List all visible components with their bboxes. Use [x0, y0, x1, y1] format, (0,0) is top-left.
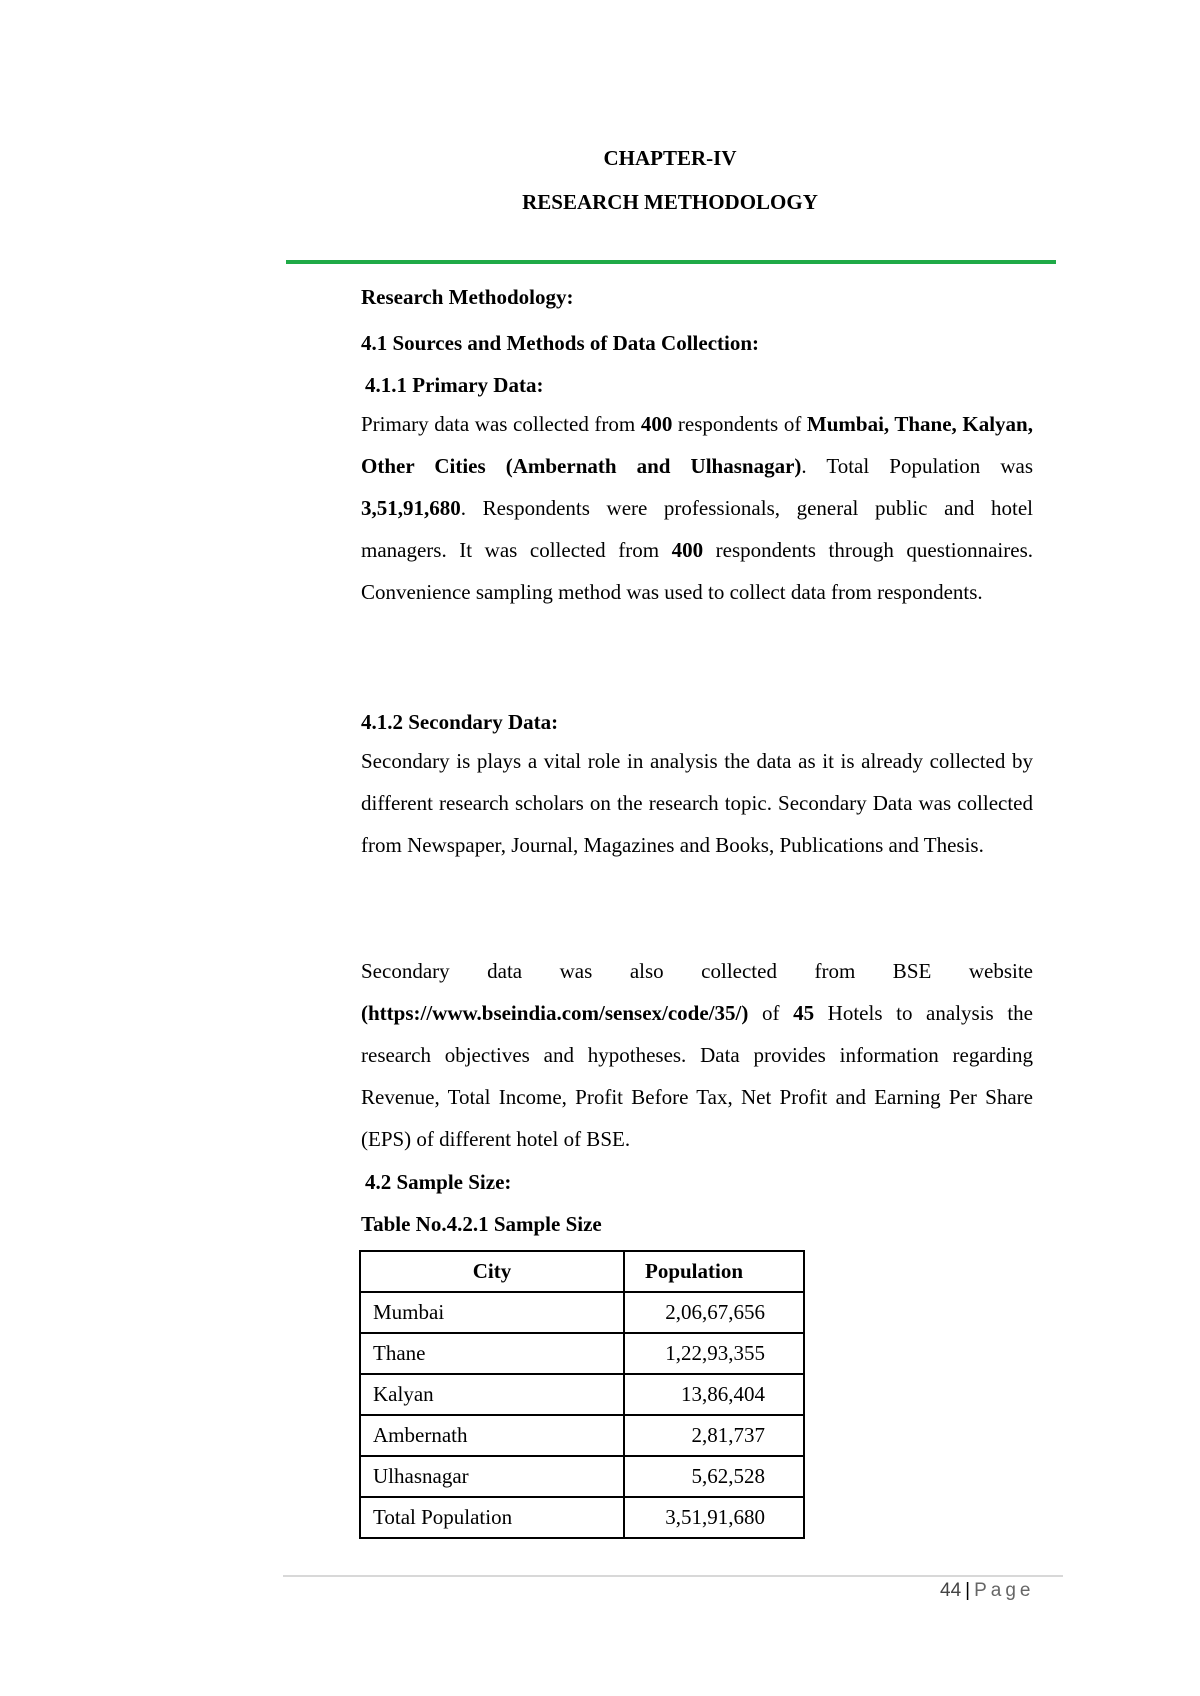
table-cell-city: Kalyan [360, 1374, 624, 1415]
table-cell-city: Total Population [360, 1497, 624, 1538]
table-row [360, 1456, 804, 1497]
sample-size-table [359, 1250, 805, 1539]
table-cell-population: 2,06,67,656 [624, 1292, 804, 1333]
table-row [360, 1374, 804, 1415]
header-divider [286, 260, 1056, 264]
table-cell-city: Ulhasnagar [360, 1456, 624, 1497]
page-footer [940, 1580, 1034, 1602]
table-cell-population: 2,81,737 [624, 1415, 804, 1456]
table-row [360, 1415, 804, 1456]
table-cell-population: 13,86,404 [624, 1374, 804, 1415]
chapter-title: RESEARCH METHODOLOGY [522, 190, 818, 214]
table-cell-city: Thane [360, 1333, 624, 1374]
section-4-1-heading: 4.1 Sources and Methods of Data Collection: [361, 331, 760, 355]
table-row-total [360, 1497, 804, 1538]
page-separator: | [965, 1580, 971, 1601]
table-caption: Table No.4.2.1 Sample Size [361, 1212, 602, 1236]
table-row [360, 1333, 804, 1374]
table-cell-city: Ambernath [360, 1415, 624, 1456]
section-4-1-2-heading: 4.1.2 Secondary Data: [361, 710, 559, 734]
chapter-label: CHAPTER-IV [603, 146, 737, 170]
table-cell-population: 5,62,528 [624, 1456, 804, 1497]
table-cell-population: 3,51,91,680 [624, 1497, 804, 1538]
section-4-2-heading: 4.2 Sample Size: [365, 1170, 512, 1194]
column-header-city: City [360, 1251, 624, 1292]
page-number: 44 [940, 1580, 962, 1601]
table-header-row [360, 1251, 804, 1292]
section-4-1-1-heading: 4.1.1 Primary Data: [365, 373, 544, 397]
secondary-data-paragraph-1: Secondary is plays a vital role in analysis the data as it is already collected by different research scholars on the research topic. Secondary Data was collected from Newspaper, Journal, Magazines and Books, Publications and Thesis. [361, 749, 1033, 857]
secondary-data-paragraph-2: Secondary data was also collected from BSE website (https://www.bseindia.com/sensex/code/35/) of 45 Hotels to analysis the research objectives and hypotheses. Data provides information regarding Revenue, Total Income, Profit Before Tax, Net Profit and Earning Per Share (EPS) of different hotel of BSE. [361, 959, 1033, 1151]
table-cell-city: Mumbai [360, 1292, 624, 1333]
page-word: Page [974, 1580, 1035, 1601]
footer-divider [283, 1575, 1063, 1577]
table-row [360, 1292, 804, 1333]
section-heading: Research Methodology: [361, 285, 574, 309]
primary-data-paragraph: Primary data was collected from 400 respondents of Mumbai, Thane, Kalyan, Other Cities (Ambernath and Ulhasnagar). Total Population was 3,51,91,680. Respondents were professionals, general public and hotel managers. It was collected from 400 respondents through questionnaires. Convenience sampling method was used to collect data from respondents. [361, 412, 1033, 604]
column-header-population: Population [624, 1251, 804, 1292]
table-cell-population: 1,22,93,355 [624, 1333, 804, 1374]
